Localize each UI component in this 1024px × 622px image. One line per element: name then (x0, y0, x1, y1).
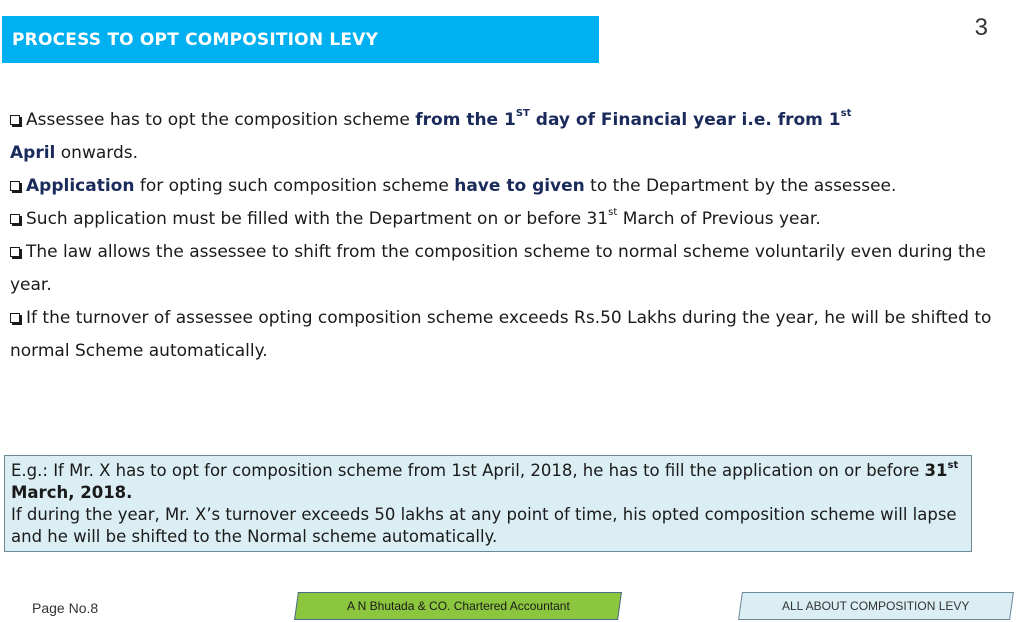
topic-banner (738, 592, 1014, 620)
bullet-list (10, 104, 1000, 368)
checkbox-bullet-icon (10, 115, 20, 125)
bullet-item: If the turnover of assessee opting composition scheme exceeds Rs.50 Lakhs during the year, he will be shifted to normal Scheme automatically. (10, 308, 992, 361)
bullet-item: The law allows the assessee to shift from the composition scheme to normal scheme voluntarily even during the year. (10, 242, 986, 295)
page-title: PROCESS TO OPT COMPOSITION LEVY (12, 29, 379, 50)
example-box: E.g.: If Mr. X has to opt for composition scheme from 1st April, 2018, he has to fill the application on or before 31st March, 2018. If during the year, Mr. X’s turnover exceeds 50 lakhs at any point of time, his opted composition scheme will lapse and he will be shifted to the Normal scheme automatically. (4, 455, 972, 552)
checkbox-bullet-icon (10, 181, 20, 191)
bullet-item: Application for opting such composition scheme have to given to the Department by the assessee. (10, 170, 1000, 203)
slide-number: 3 (974, 14, 988, 41)
topic-label: ALL ABOUT COMPOSITION LEVY (782, 599, 970, 613)
firm-name: A N Bhutada & CO. Chartered Accountant (346, 599, 570, 613)
checkbox-bullet-icon (10, 247, 20, 257)
checkbox-bullet-icon (10, 214, 20, 224)
checkbox-bullet-icon (10, 313, 20, 323)
title-banner (2, 16, 599, 63)
bullet-item: Assessee has to opt the composition scheme from the 1ST day of Financial year i.e. from 1st April onwards. (10, 108, 852, 163)
bullet-item: Such application must be filled with the Department on or before 31st March of Previous year. (10, 203, 1000, 236)
page-number: Page No.8 (32, 600, 99, 616)
firm-name-banner (294, 592, 622, 620)
